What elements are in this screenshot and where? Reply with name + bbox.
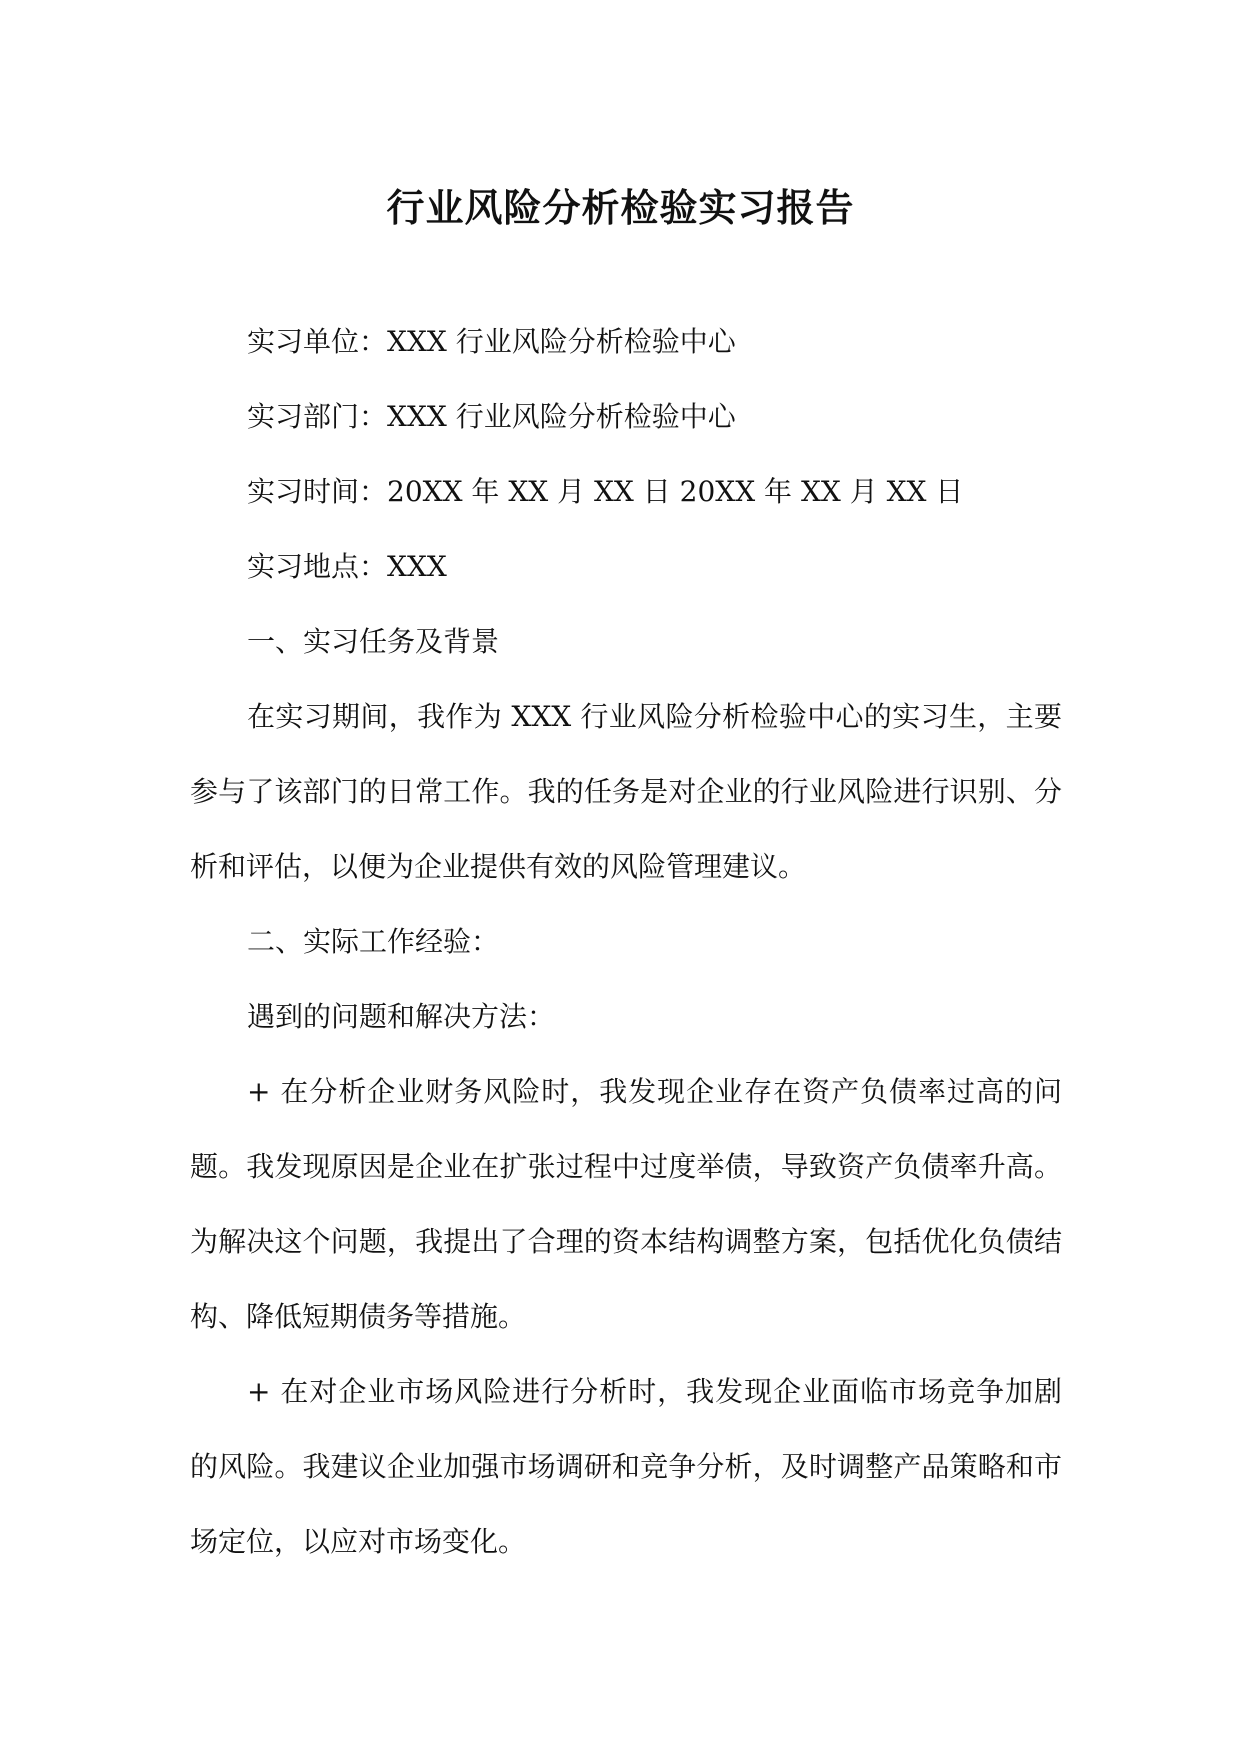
meta-value: XXX [387,550,447,583]
meta-internship-unit [190,304,1062,379]
subheading-problems-solutions: 遇到的问题和解决方法： [247,1000,556,1033]
document-body [190,304,1062,1579]
section-heading-work-experience: 二、实际工作经验： [247,925,500,958]
list-item-market-risk: + 在对企业市场风险进行分析时，我发现企业面临市场竞争加剧的风险。我建议企业加强市场调研和竞争分析，及时调整产品策略和市场定位，以应对市场变化。 [190,1375,1062,1558]
list-item-financial-risk: + 在分析企业财务风险时，我发现企业存在资产负债率过高的问题。我发现原因是企业在扩张过程中过度举债，导致资产负债率升高。为解决这个问题，我提出了合理的资本结构调整方案，包括优化负债结构、降低短期债务等措施。 [190,1075,1062,1333]
meta-label: 实习单位： [247,325,388,358]
document-title: 行业风险分析检验实习报告 [386,185,855,230]
meta-internship-time [190,454,1062,529]
meta-label: 实习时间： [247,475,388,508]
paragraph-task-background: 在实习期间，我作为 XXX 行业风险分析检验中心的实习生，主要参与了该部门的日常工作。我的任务是对企业的行业风险进行识别、分析和评估，以便为企业提供有效的风险管理建议。 [190,700,1062,883]
meta-label: 实习地点： [247,550,388,583]
meta-label: 实习部门： [247,400,388,433]
meta-internship-department [190,379,1062,454]
meta-internship-location [190,529,1062,604]
meta-value: 20XX 年 XX 月 XX 日 20XX 年 XX 月 XX 日 [387,475,964,508]
meta-value: XXX 行业风险分析检验中心 [387,325,736,358]
meta-value: XXX 行业风险分析检验中心 [387,400,736,433]
section-heading-task-background: 一、实习任务及背景 [247,625,500,658]
